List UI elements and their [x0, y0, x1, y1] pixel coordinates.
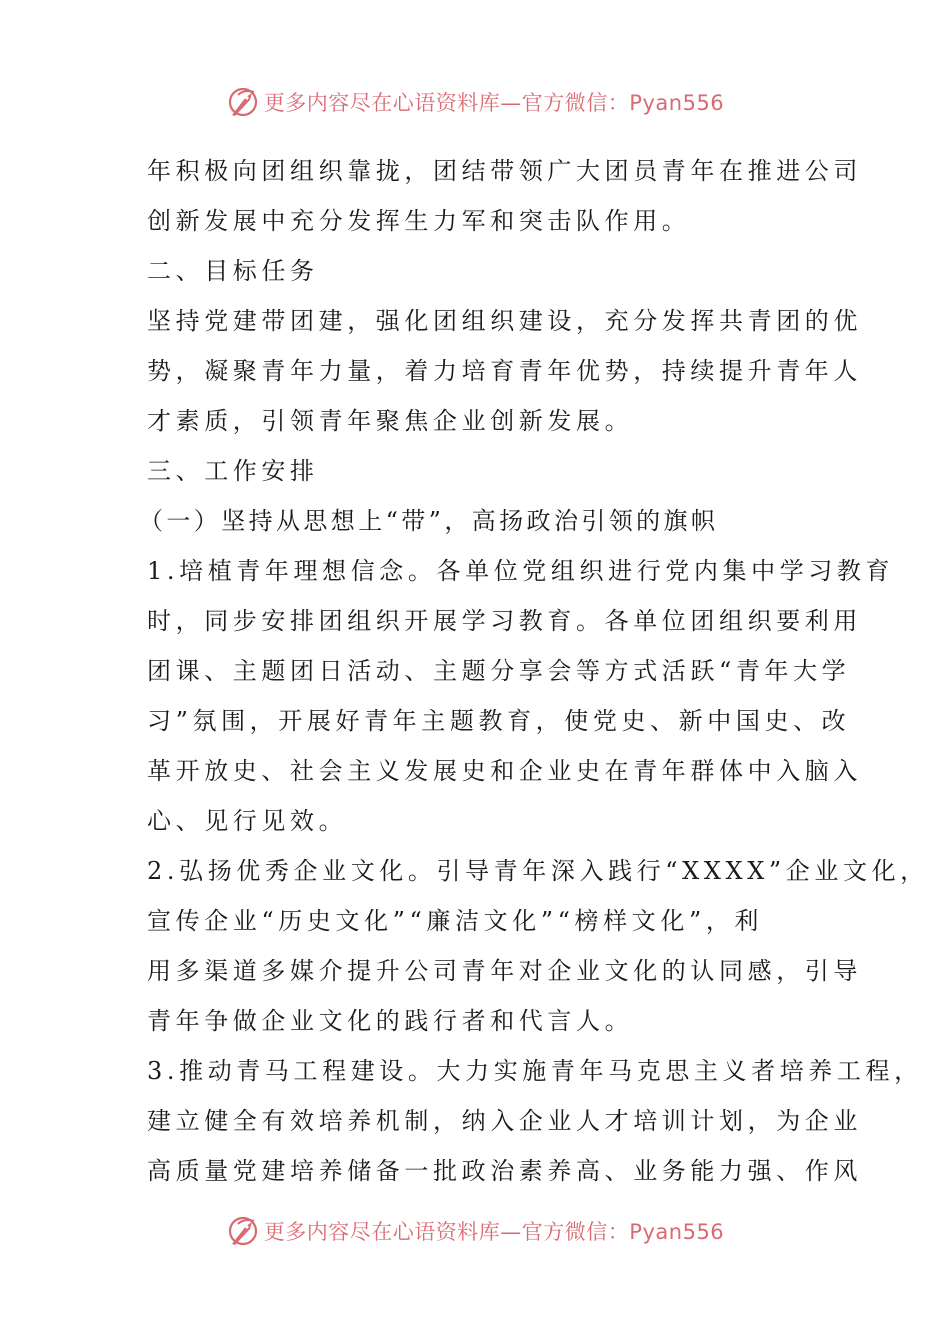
body-line: 才素质，引领青年聚焦企业创新发展。 [147, 407, 634, 435]
body-line: 心、见行见效。 [147, 807, 348, 835]
watermark-footer [0, 1211, 950, 1251]
body-line: 建立健全有效培养机制，纳入企业人才培训计划，为企业 [147, 1107, 862, 1135]
body-line: 革开放史、社会主义发展史和企业史在青年群体中入脑入 [147, 757, 862, 785]
document-body [139, 146, 929, 1196]
pen-nib-logo-icon [226, 85, 260, 119]
body-line: 坚持党建带团建，强化团组织建设，充分发挥共青团的优 [147, 307, 862, 335]
body-line: 高质量党建培养储备一批政治素养高、业务能力强、作风 [147, 1157, 862, 1185]
body-line: 宣传企业“历史文化”“廉洁文化”“榜样文化”，利 [147, 907, 764, 935]
body-line: 用多渠道多媒介提升公司青年对企业文化的认同感，引导 [147, 957, 862, 985]
watermark-text: 更多内容尽在心语资料库—官方微信：Pyan556 [263, 1220, 725, 1244]
watermark-text: 更多内容尽在心语资料库—官方微信：Pyan556 [263, 91, 725, 115]
section-heading: 三、工作安排 [147, 457, 319, 485]
body-line: 2.弘扬优秀企业文化。引导青年深入践行“XXXX”企业文化， [147, 857, 929, 885]
body-line: 时，同步安排团组织开展学习教育。各单位团组织要利用 [147, 607, 862, 635]
watermark-header [0, 82, 950, 122]
body-line: 3.推动青马工程建设。大力实施青年马克思主义者培养工程， [147, 1057, 923, 1085]
body-line: 团课、主题团日活动、主题分享会等方式活跃“青年大学 [147, 657, 851, 685]
pen-nib-logo-icon [226, 1214, 260, 1248]
body-line: 势，凝聚青年力量，着力培育青年优势，持续提升青年人 [147, 357, 862, 385]
body-line: 习”氛围，开展好青年主题教育，使党史、新中国史、改 [147, 707, 851, 735]
body-line: 创新发展中充分发挥生力军和突击队作用。 [147, 207, 691, 235]
subsection-heading: （一）坚持从思想上“带”，高扬政治引领的旗帜 [139, 507, 719, 535]
body-line: 1.培植青年理想信念。各单位党组织进行党内集中学习教育 [147, 557, 895, 585]
body-line: 年积极向团组织靠拢，团结带领广大团员青年在推进公司 [147, 157, 862, 185]
body-line: 青年争做企业文化的践行者和代言人。 [147, 1007, 634, 1035]
section-heading: 二、目标任务 [147, 257, 319, 285]
